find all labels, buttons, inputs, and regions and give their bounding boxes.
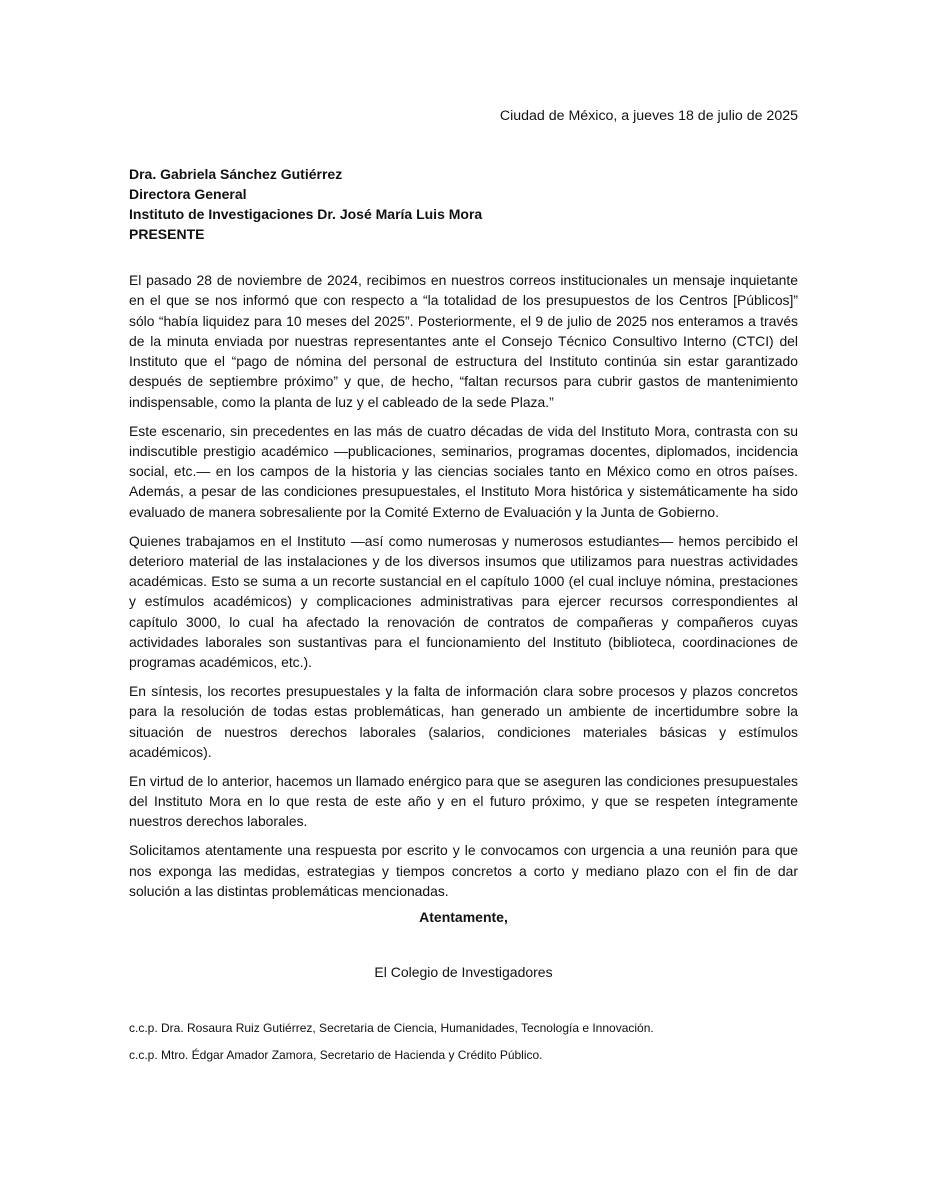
date-line: Ciudad de México, a jueves 18 de julio de 2025 [499,108,798,124]
body-paragraph-6: Solicitamos atentamente una respuesta por escrito y le convocamos con urgencia a una reunión para que nos exponga las medidas, estrategias y tiempos concretos a corto y mediano plazo con el fin de dar solución a las distintas problemáticas mencionadas. [129,842,798,899]
body-paragraph-2: Este escenario, sin precedentes en las más de cuatro décadas de vida del Instituto Mora, contrasta con su indiscutible prestigio académico —publicaciones, seminarios, programas docentes, diplomados, incidencia social, etc.— en los campos de la historia y las ciencias sociales tanto en México como en otros países. Además, a pesar de las condiciones presupuestales, el Instituto Mora histórica y sistemáticamente ha sido evaluado de manera sobresaliente por la Comité Externo de Evaluación y la Junta de Gobierno. [129,422,798,520]
recipient-institution: Instituto de Investigaciones Dr. José María Luis Mora [129,206,483,222]
cc-item-1: c.c.p. Dra. Rosaura Ruiz Gutiérrez, Secretaria de Ciencia, Humanidades, Tecnología e Innovación. [129,1021,654,1035]
cc-item-2: c.c.p. Mtro. Édgar Amador Zamora, Secretario de Hacienda y Crédito Público. [129,1048,543,1062]
recipient-name: Dra. Gabriela Sánchez Gutiérrez [129,166,343,182]
body-paragraph-5: En virtud de lo anterior, hacemos un llamado enérgico para que se aseguren las condiciones presupuestales del Instituto Mora en lo que resta de este año y en el futuro próximo, y que se respeten íntegramente nuestros derechos laborales. [129,772,798,830]
body-paragraph-3: Quienes trabajamos en el Instituto —así como numerosas y numerosos estudiantes— hemos percibido el deterioro material de las instalaciones y de los diversos insumos que utilizamos para nuestras actividades académicas. Esto se suma a un recorte sustancial en el capítulo 1000 (el cual incluye nómina, prestaciones y estímulos académicos) y complicaciones administrativas para ejercer recursos correspondientes al capítulo 3000, lo cual ha afectado la renovación de contratos de compañeras y compañeros cuyas actividades laborales son sustantivas para el funcionamiento del Instituto (biblioteca, coordinaciones de programas académicos, etc.). [129,532,798,671]
body-paragraph-4: En síntesis, los recortes presupuestales y la falta de información clara sobre procesos y plazos concretos para la resolución de todas estas problemáticas, han generado un ambiente de incertidumbre sobre la situación de nuestros derechos laborales (salarios, condiciones materiales básicas y estímulos académicos). [129,683,798,761]
recipient-block [129,164,798,244]
closing-line: Atentamente, [419,909,508,925]
recipient-salutation: PRESENTE [129,226,205,242]
letter-body [129,270,798,910]
recipient-position: Directora General [129,186,247,202]
cc-list [129,1019,798,1073]
body-paragraph-1: El pasado 28 de noviembre de 2024, recibimos en nuestros correos institucionales un mensaje inquietante en el que se nos informó que con respecto a “la totalidad de los presupuestos de los Centros [Públicos]” sólo “había liquidez para 10 meses del 2025”. Posteriormente, el 9 de julio de 2025 nos enteramos a través de la minuta enviada por nuestras representantes ante el Consejo Técnico Consultivo Interno (CTCI) del Instituto que el “pago de nómina del personal de estructura del Instituto continúa sin estar garantizado después de septiembre próximo” y que, de hecho, “faltan recursos para cubrir gastos de mantenimiento indispensable, como la planta de luz y el cableado de la sede Plaza.” [129,272,798,410]
signature-line: El Colegio de Investigadores [374,964,553,980]
